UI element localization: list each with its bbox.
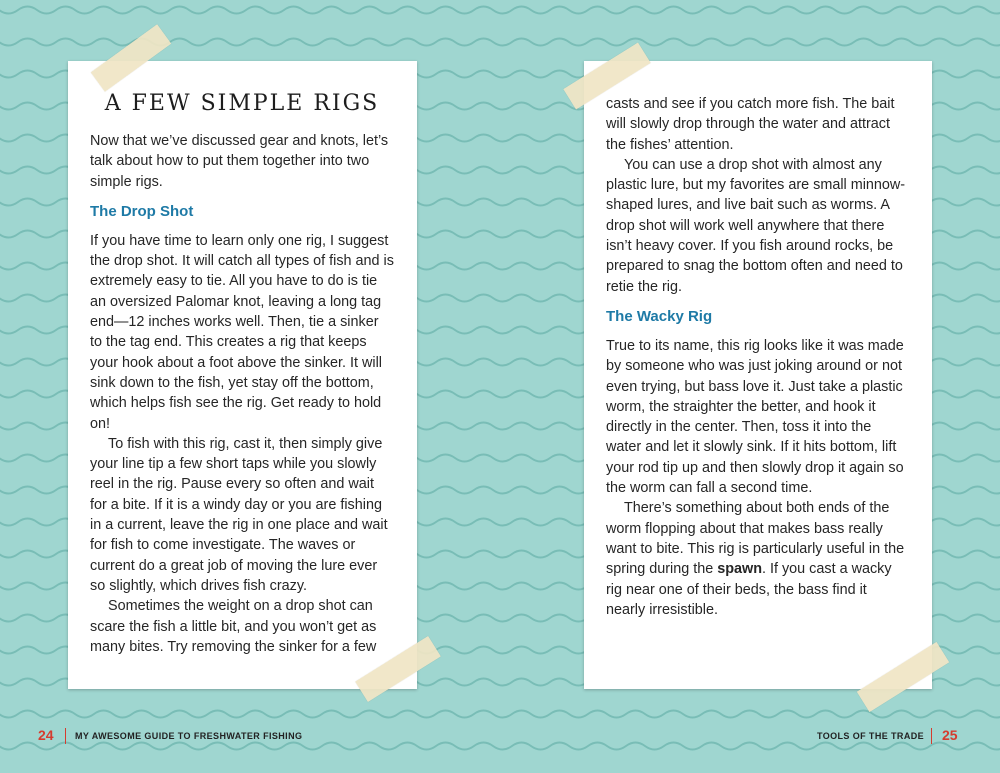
right-page-card (584, 61, 932, 689)
section-title: TOOLS OF THE TRADE (817, 731, 925, 741)
intro-paragraph: Now that we’ve discussed gear and knots, let’s talk about how to put them together into two simple rigs. (90, 133, 389, 190)
body-paragraph (606, 498, 909, 620)
wave-line (0, 743, 1000, 750)
page-title: A FEW SIMPLE RIGS (104, 91, 380, 116)
footer-divider (931, 728, 932, 744)
book-title: MY AWESOME GUIDE TO FRESHWATER FISHING (75, 731, 303, 741)
body-paragraph: Sometimes the weight on a drop shot can scare the fish a little bit, and you won’t get as many bites. Try removing the sinker for a few (90, 598, 377, 655)
left-page-card (68, 61, 417, 689)
section-heading-wacky-rig: The Wacky Rig (606, 307, 713, 325)
text-run: There’s something about both ends of the worm flopping about that makes bass really want to bite. This rig is particularly useful in the spring during the (606, 500, 905, 578)
wave-line (0, 7, 1000, 14)
body-paragraph: You can use a drop shot with almost any plastic lure, but my favorites are small minnow-shaped lures, and live bait such as worms. A drop shot will work well anywhere that there isn’t heavy cover. If you fish around rocks, be prepared to snag the bottom often and need to retie the rig. (606, 156, 906, 295)
page-number-left: 24 (38, 727, 54, 743)
text-run: . If you cast a wacky rig near one of their beds, the bass find it nearly irresistible. (606, 561, 892, 618)
body-paragraph: casts and see if you catch more fish. The bait will slowly drop through the water and attract the fishes’ attention. (606, 96, 895, 153)
body-paragraph: True to its name, this rig looks like it was made by someone who was just joking around or not even trying, but bass love it. Just take a plastic worm, the straighter the better, and hook it directly in the center. Then, toss it into the water and let it slowly sink. If it hits bottom, lift your rod tip up and then slowly drop it again so the worm can fall a second time. (606, 337, 904, 497)
body-paragraph: To fish with this rig, cast it, then simply give your line tip a few short taps while you slowly reel in the rig. Pause every so often and wait for a bite. If it is a windy day or you are fishing in a current, leave the rig in one place and wait for fish to come investigate. The waves or current do a great job of moving the lure ever so slightly, which drives fish crazy. (90, 435, 388, 594)
highlighted-term: spawn (717, 561, 762, 578)
footer-divider (65, 728, 66, 744)
wave-line (0, 711, 1000, 718)
section-heading-drop-shot: The Drop Shot (90, 202, 194, 220)
page-number-right: 25 (942, 727, 958, 743)
body-paragraph: If you have time to learn only one rig, I suggest the drop shot. It will catch all types of fish and is extremely easy to tie. All you have to do is tie an oversized Palomar knot, leaving a long tag end—12 inches works well. Then, tie a sinker to the tag end. This creates a rig that keeps your hook about a foot above the sinker. It will sink down to the fish, yet stay off the bottom, which helps fish see the rig. Get ready to hold on! (90, 232, 394, 432)
